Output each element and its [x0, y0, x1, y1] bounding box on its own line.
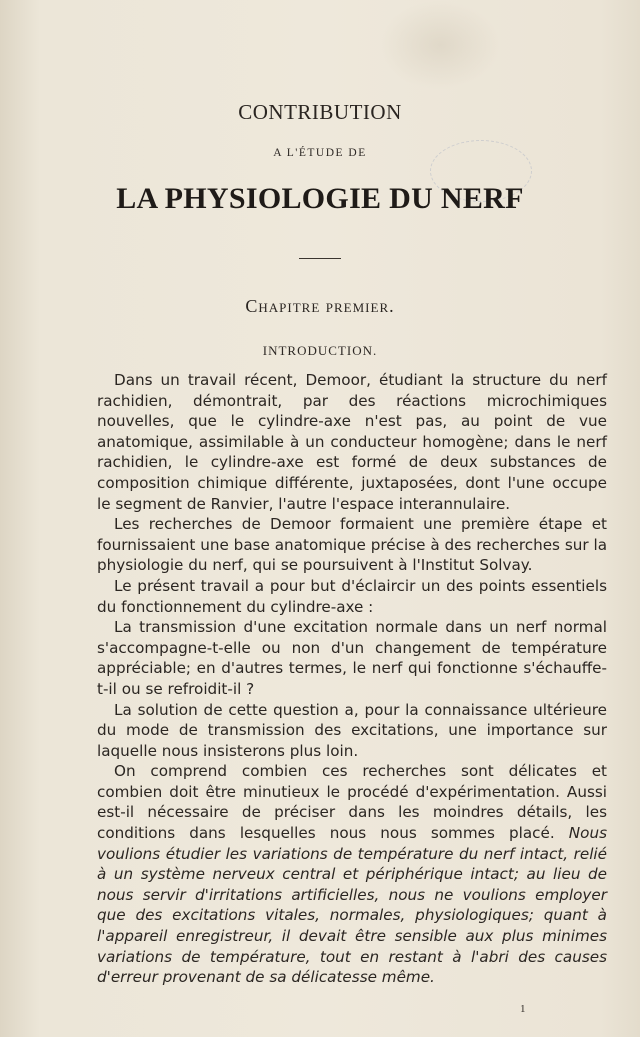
page-number: 1 [520, 1003, 526, 1015]
page-title: LA PHYSIOLOGIE DU NERF [116, 182, 524, 215]
paragraph-plain-text: On comprend combien ces recherches sont délicates et combien doit être minutieux le procédé d'expérimentation. Aussi est-il nécessaire de préciser dans les moindres détails, les conditions dans lesquelles nous nous sommes placé. [97, 762, 607, 843]
section-heading: INTRODUCTION. [262, 343, 378, 358]
paragraph: La transmission d'une excitation normale dans un nerf normal s'accompagne-t-elle ou non d'un changement de température appréciable; en d'autres termes, le nerf qui fonctionne s'échauffe-t-il ou se refroidit-il ? [97, 618, 607, 698]
paragraph: La solution de cette question a, pour la connaissance ultérieure du mode de transmission des excitations, une importance sur laquelle nous insisterons plus loin. [97, 700, 607, 760]
title-subline: A L'ÉTUDE DE [273, 147, 367, 159]
paper-stain [380, 0, 500, 90]
paragraph: Les recherches de Demoor formaient une première étape et fournissaient une base anatomique précise à des recherches sur la physiologie du nerf, qui se poursuivent à l'Institut Solvay. [97, 515, 607, 575]
title-contribution: CONTRIBUTION [238, 100, 402, 124]
paragraph-italic-text: Nous voulions étudier les variations de température du nerf intact, relié à un système nerveux central et périphérique intact; au lieu de nous servir d'irritations artificielles, nous ne voulions employer que des excitations vitales, normales, physiologiques; quant à l'appareil enregistreur, il devait être sensible aux plus minimes variations de température, tout en restant à l'abri des causes d'erreur provenant de sa délicatesse même. [97, 824, 607, 987]
paragraph: Dans un travail récent, Demoor, étudiant la structure du nerf rachidien, démontrait, par des réactions microchimiques nouvelles, que le cylindre-axe n'est pas, au point de vue anatomique, assimilable à un conducteur homogène; dans le nerf rachidien, le cylindre-axe est formé de deux substances de composition chimique différente, juxtaposées, dont l'une occupe le segment de Ranvier, l'autre l'espace interannulaire. [97, 371, 607, 513]
title-divider [299, 258, 341, 259]
body-text [97, 370, 607, 988]
paragraph [97, 761, 607, 988]
paragraph: Le présent travail a pour but d'éclaircir un des points essentiels du fonctionnement du cylindre-axe : [97, 576, 607, 616]
chapter-heading: Chapitre premier. [245, 296, 395, 316]
